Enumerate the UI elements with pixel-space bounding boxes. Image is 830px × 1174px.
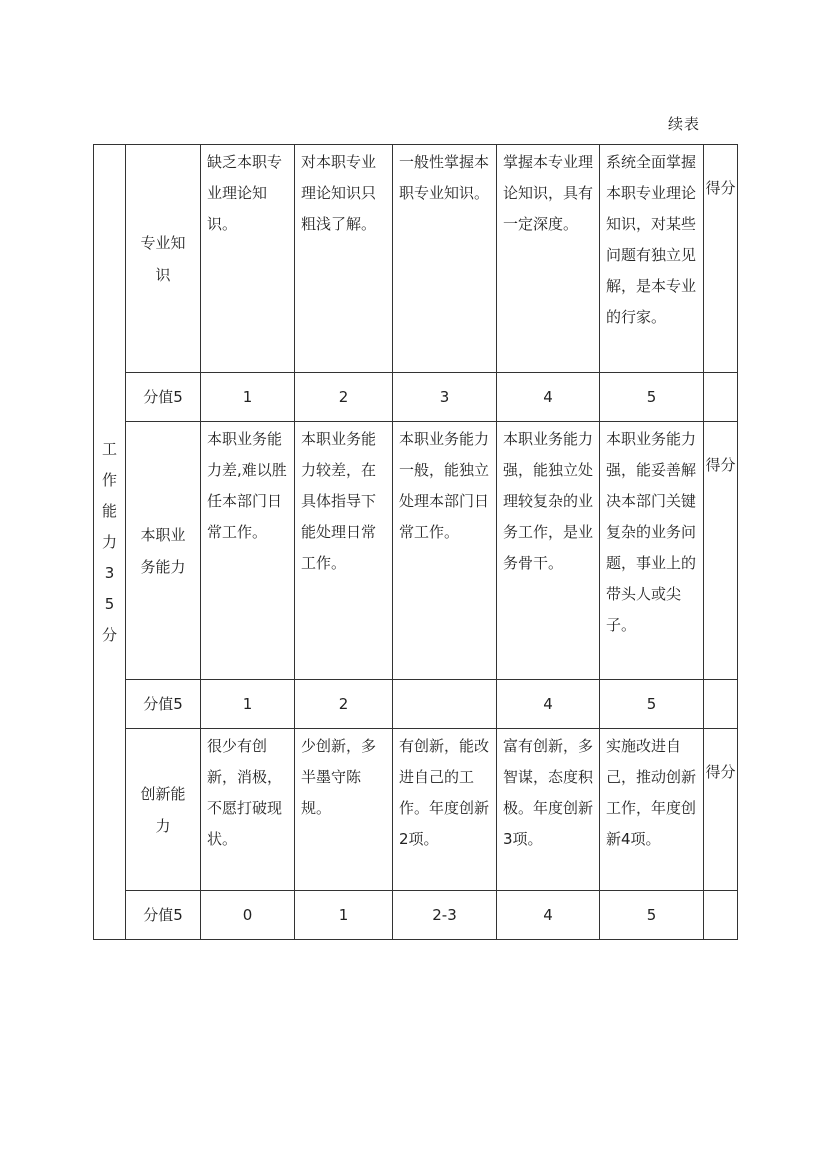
score-entry-cell[interactable]	[704, 373, 738, 422]
level-description: 掌握本专业理论知识，具有一定深度。	[497, 145, 600, 373]
score-entry-cell[interactable]	[704, 680, 738, 729]
score-field-label: 得分	[704, 729, 738, 891]
score-row	[94, 373, 738, 422]
item-name: 专业知识	[126, 145, 201, 373]
score-row	[94, 680, 738, 729]
level-description: 富有创新，多智谋，态度积极。年度创新3项。	[497, 729, 600, 891]
level-description: 对本职专业理论知识只粗浅了解。	[295, 145, 393, 373]
level-description: 实施改进自己，推动创新工作，年度创新4项。	[600, 729, 704, 891]
score-row-label: 分值5	[126, 891, 201, 940]
category-cell: 工 作 能 力 3 5 分	[94, 145, 126, 940]
item-name: 创新能力	[126, 729, 201, 891]
score-value: 2-3	[393, 891, 497, 940]
score-field-label: 得分	[704, 422, 738, 680]
level-description: 少创新，多半墨守陈规。	[295, 729, 393, 891]
score-row-label: 分值5	[126, 373, 201, 422]
score-field-label: 得分	[704, 145, 738, 373]
score-row	[94, 891, 738, 940]
score-value: 2	[295, 373, 393, 422]
score-value	[393, 680, 497, 729]
continued-label: 续表	[668, 115, 701, 133]
score-value: 0	[201, 891, 295, 940]
level-description: 本职业务能力差,难以胜任本部门日常工作。	[201, 422, 295, 680]
level-description: 本职业务能力一般，能独立处理本部门日常工作。	[393, 422, 497, 680]
score-value: 4	[497, 891, 600, 940]
table-row	[94, 145, 738, 373]
score-value: 5	[600, 373, 704, 422]
score-value: 1	[295, 891, 393, 940]
level-description: 本职业务能力强，能妥善解决本部门关键复杂的业务问题，事业上的带头人或尖子。	[600, 422, 704, 680]
level-description: 一般性掌握本职专业知识。	[393, 145, 497, 373]
score-value: 1	[201, 680, 295, 729]
table-row	[94, 729, 738, 891]
item-name: 本职业务能力	[126, 422, 201, 680]
level-description: 有创新，能改进自己的工作。年度创新2项。	[393, 729, 497, 891]
level-description: 本职业务能力较差，在具体指导下能处理日常工作。	[295, 422, 393, 680]
score-entry-cell[interactable]	[704, 891, 738, 940]
score-value: 3	[393, 373, 497, 422]
level-description: 缺乏本职专业理论知识。	[201, 145, 295, 373]
score-value: 4	[497, 373, 600, 422]
level-description: 很少有创新，消极，不愿打破现状。	[201, 729, 295, 891]
score-value: 5	[600, 891, 704, 940]
score-value: 4	[497, 680, 600, 729]
table-row	[94, 422, 738, 680]
score-value: 5	[600, 680, 704, 729]
score-row-label: 分值5	[126, 680, 201, 729]
level-description: 本职业务能力强，能独立处理较复杂的业务工作，是业务骨干。	[497, 422, 600, 680]
evaluation-table	[93, 144, 738, 940]
score-value: 2	[295, 680, 393, 729]
score-value: 1	[201, 373, 295, 422]
level-description: 系统全面掌握本职专业理论知识，对某些问题有独立见解，是本专业的行家。	[600, 145, 704, 373]
